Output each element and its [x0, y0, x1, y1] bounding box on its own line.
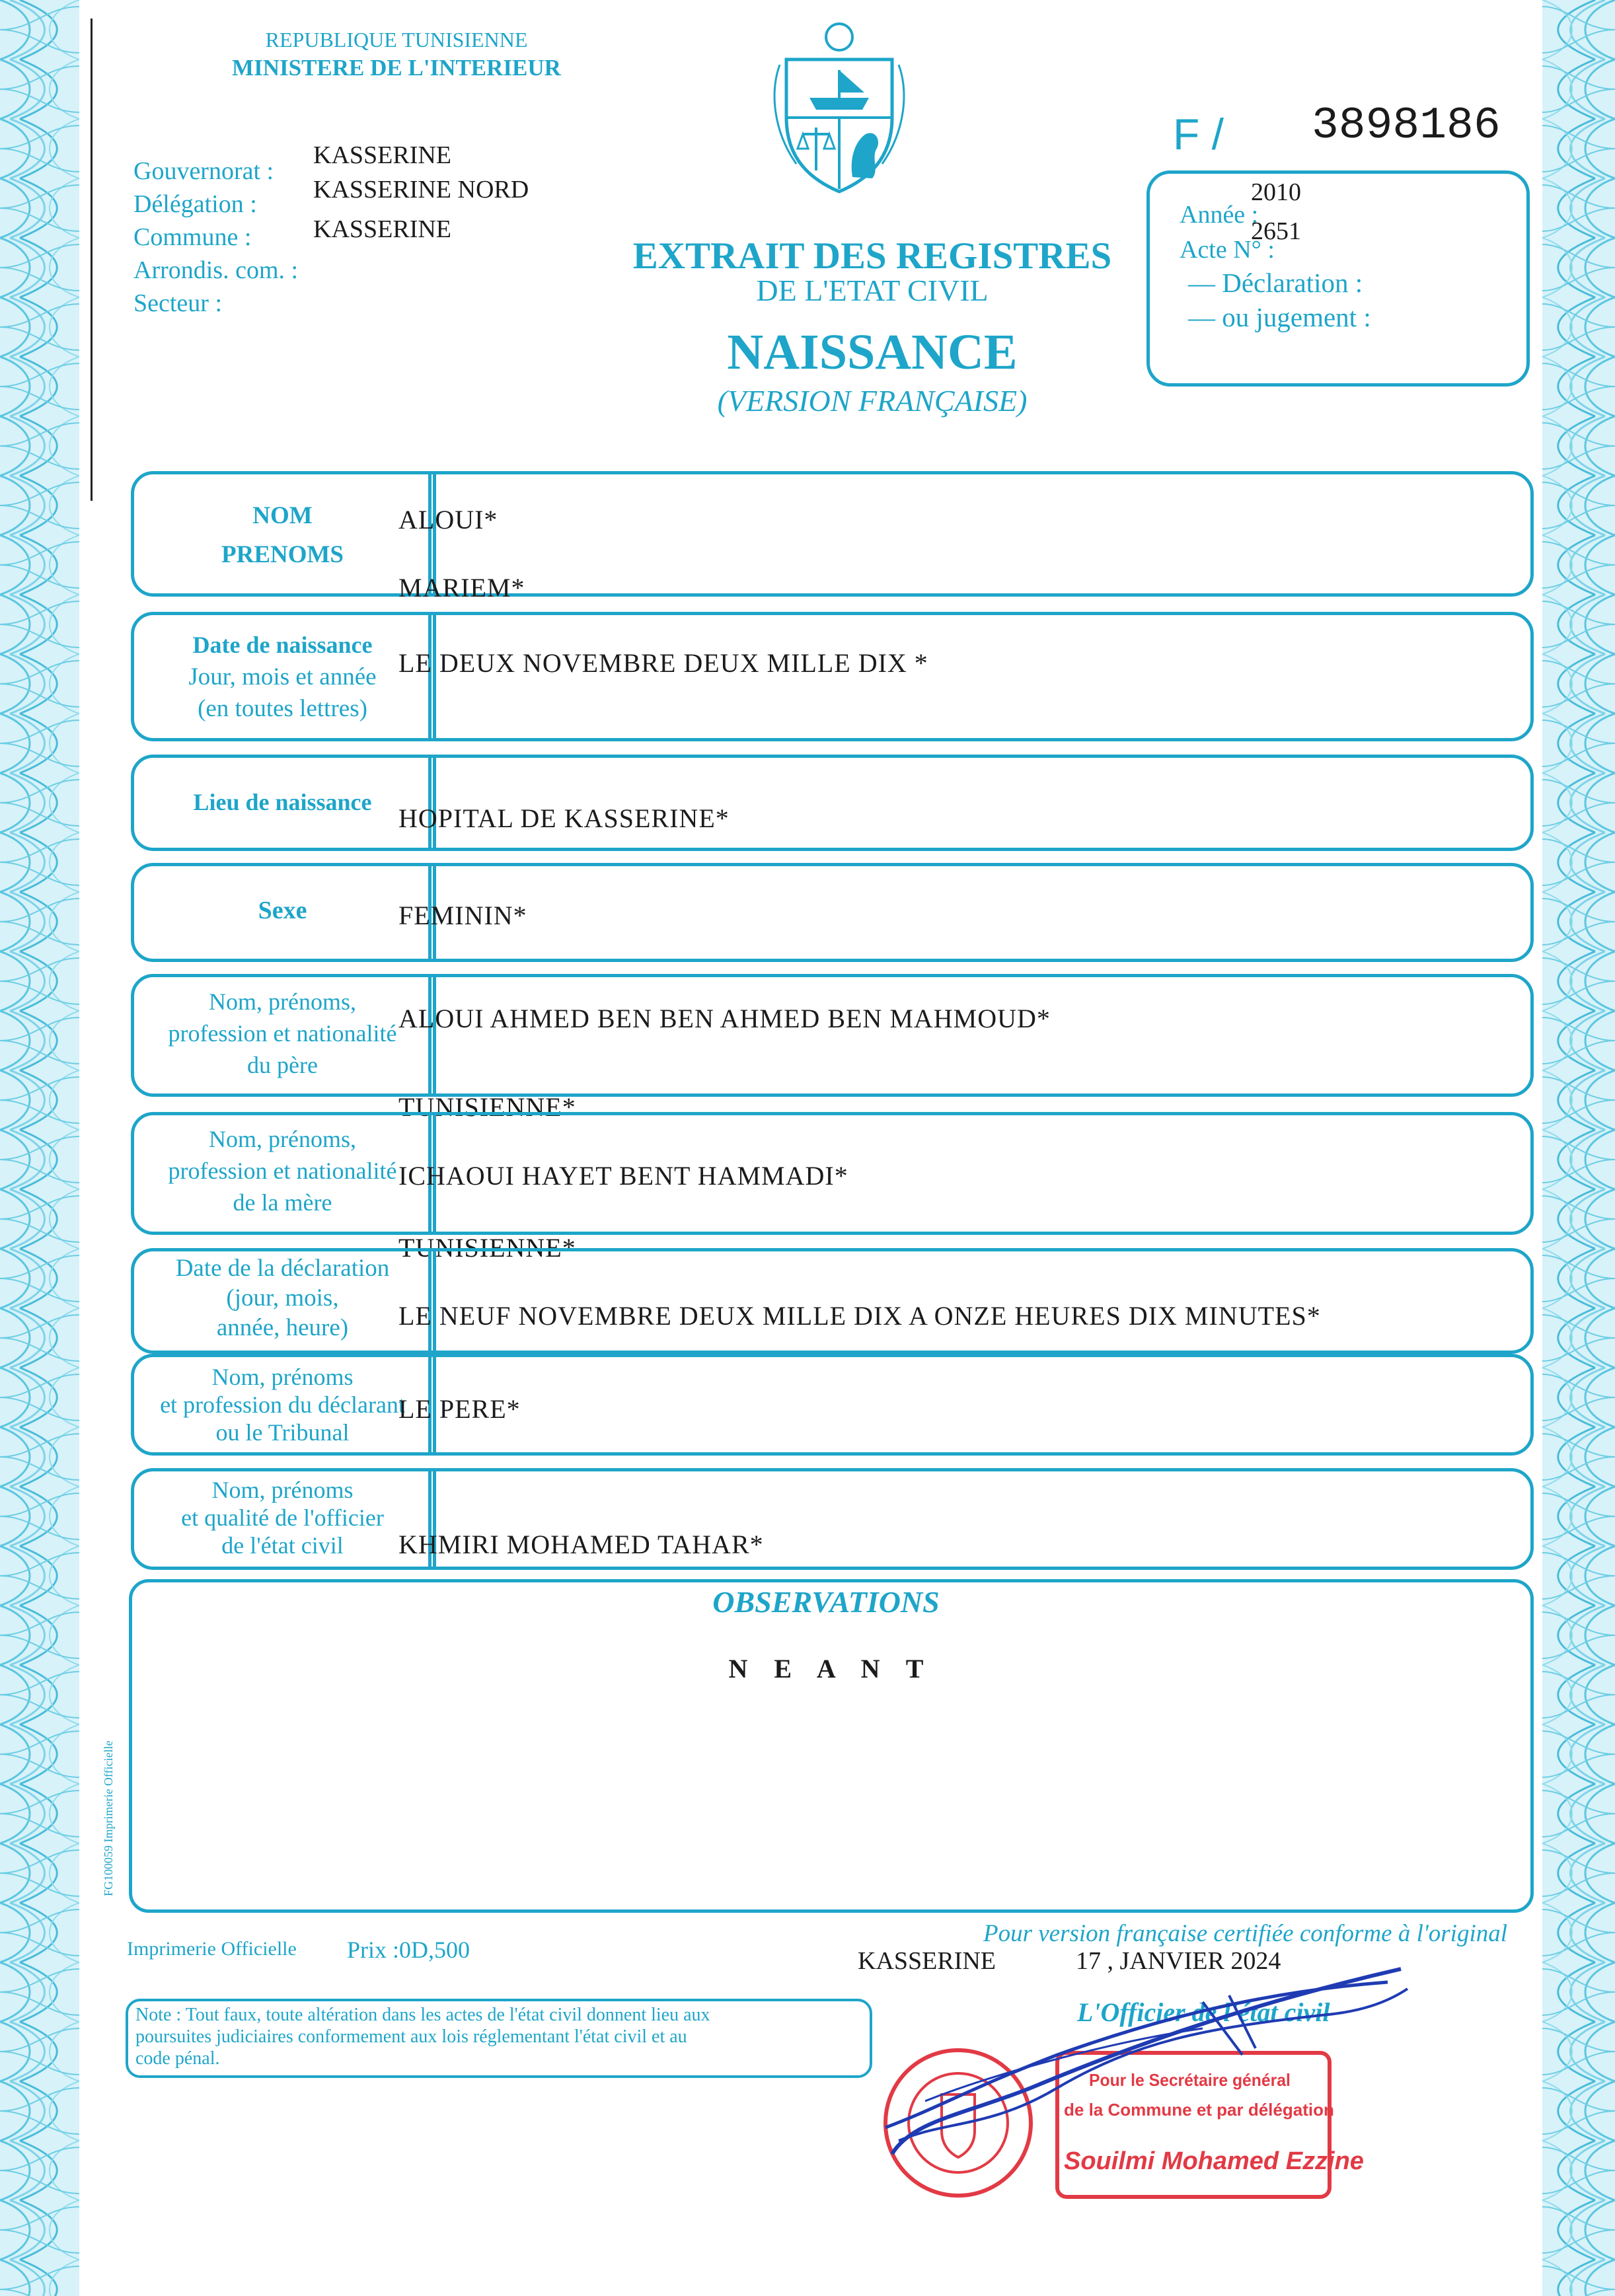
date-naissance-sublabel: Jour, mois et année (en toutes lettres): [188, 663, 377, 722]
officer-title: L'Officier de l'état civil: [1077, 1997, 1330, 2027]
sexe-value: FEMININ*: [398, 901, 527, 930]
pere-label: Nom, prénoms, profession et nationalité du père: [168, 988, 397, 1078]
annee-value: 2010: [1251, 178, 1301, 206]
serial-prefix: F /: [1173, 110, 1224, 159]
pere-name-value: ALOUI AHMED BEN BEN AHMED BEN MAHMOUD*: [398, 1004, 1051, 1033]
left-margin-rule: [91, 19, 93, 501]
serial-number: 3898186: [1312, 100, 1501, 151]
officier-value: KHMIRI MOHAMED TAHAR*: [398, 1530, 764, 1559]
mere-nationality-value: TUNISIENNE*: [398, 1233, 576, 1263]
handwritten-signature: [859, 1956, 1427, 2167]
nom-value: ALOUI*: [398, 505, 498, 535]
declarant-label: Nom, prénoms et profession du déclarant ou le Tribunal: [160, 1364, 405, 1446]
annee-label: Année :: [1180, 201, 1259, 229]
officier-label: Nom, prénoms et qualité de l'officier de l'état civil: [181, 1477, 384, 1559]
jugement-label: — ou jugement :: [1188, 302, 1371, 332]
ministry-heading: MINISTERE DE L'INTERIEUR: [232, 55, 561, 81]
date-value: 17 , JANVIER 2024: [1076, 1947, 1281, 1975]
certification-text: Pour version française certifiée conforme à l'original: [983, 1920, 1508, 1947]
observations-box: [129, 1579, 1534, 1913]
date-naissance-label: Date de naissance: [192, 632, 373, 658]
observations-title: OBSERVATIONS: [712, 1585, 940, 1619]
pere-nationality-value: TUNISIENNE*: [398, 1092, 576, 1122]
mere-name-value: ICHAOUI HAYET BENT HAMMADI*: [398, 1161, 848, 1191]
commune-label: Commune :: [133, 223, 252, 251]
version-subtitle: (VERSION FRANÇAISE): [717, 384, 1028, 418]
prenoms-value: MARIEM*: [398, 573, 525, 603]
arrondissement-label: Arrondis. com. :: [133, 256, 299, 284]
left-guilloche-border: [0, 0, 79, 2296]
nom-prenoms-row: [131, 471, 1534, 597]
imprimerie-label: Imprimerie Officielle: [127, 1938, 297, 1960]
delegation-label: Délégation :: [133, 190, 257, 218]
mere-label: Nom, prénoms, profession et nationalité de la mère: [168, 1126, 397, 1216]
date-naissance-value: LE DEUX NOVEMBRE DEUX MILLE DIX *: [398, 648, 928, 678]
etat-civil-subtitle: DE L'ETAT CIVIL: [756, 274, 989, 307]
prenoms-label: PRENOMS: [221, 541, 344, 568]
document-title: NAISSANCE: [727, 324, 1018, 380]
gouvernorat-label: Gouvernorat :: [133, 157, 274, 185]
sexe-label: Sexe: [258, 897, 307, 924]
acte-number-value: 2651: [1251, 217, 1301, 245]
republic-heading: REPUBLIQUE TUNISIENNE: [265, 28, 528, 52]
gouvernorat-value: KASSERINE: [313, 141, 452, 169]
stamp-line-1: Pour le Secrétaire général: [1089, 2070, 1291, 2090]
lieu-naissance-label: Lieu de naissance: [193, 789, 372, 815]
place-value: KASSERINE: [858, 1947, 996, 1975]
delegation-value: KASSERINE NORD: [313, 176, 529, 204]
stamp-line-2: de la Commune et par délégation: [1064, 2100, 1334, 2120]
declaration-label: — Déclaration :: [1188, 268, 1363, 298]
right-guilloche-border: [1542, 0, 1615, 2296]
printer-reference: FG100059 Imprimerie Officielle: [102, 1740, 115, 1896]
coat-of-arms-emblem: [767, 19, 912, 197]
date-declaration-value: LE NEUF NOVEMBRE DEUX MILLE DIX A ONZE HEURES DIX MINUTES*: [398, 1301, 1321, 1331]
observations-value: N E A N T: [728, 1654, 924, 1684]
secteur-label: Secteur :: [133, 289, 223, 317]
lieu-naissance-value: HOPITAL DE KASSERINE*: [398, 803, 730, 833]
declarant-value: LE PERE*: [398, 1394, 521, 1424]
legal-note: Note : Tout faux, toute altération dans les actes de l'état civil donnent lieu aux poursuites judiciaires conformement aux lois réglementant l'état civil et au code pénal.: [135, 2005, 710, 2069]
prix-label: Prix :0D,500: [347, 1937, 470, 1963]
date-declaration-label: Date de la déclaration (jour, mois, année, heure): [175, 1255, 390, 1341]
stamp-line-3: Souilmi Mohamed Ezzine: [1064, 2147, 1364, 2175]
nom-label: NOM: [252, 502, 313, 529]
acte-number-label: Acte N° :: [1180, 236, 1275, 264]
extract-title: EXTRAIT DES REGISTRES: [632, 235, 1112, 277]
commune-value: KASSERINE: [313, 215, 452, 243]
